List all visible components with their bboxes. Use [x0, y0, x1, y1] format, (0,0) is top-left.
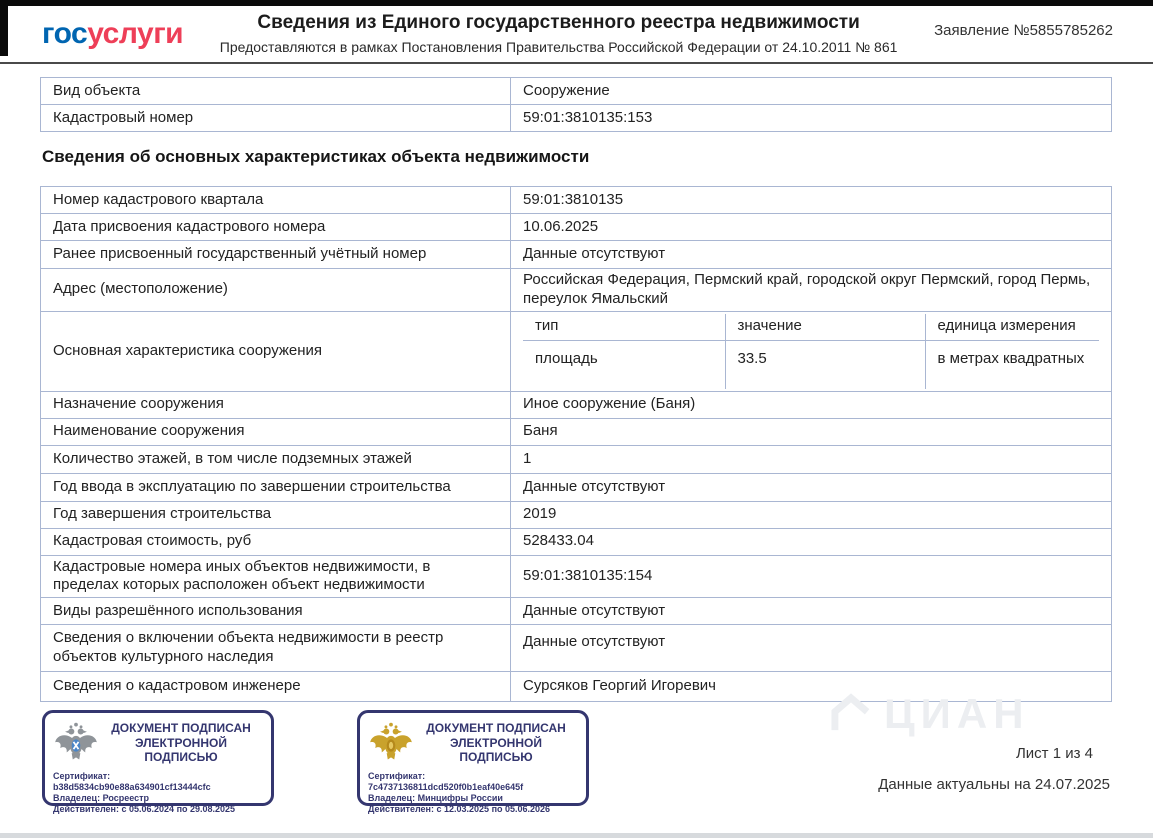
- stamp-validity-line: [368, 804, 578, 815]
- row-label: Адрес (местоположение): [41, 269, 511, 312]
- characteristic-value-row: [523, 341, 1099, 389]
- row-value: Сурсяков Георгий Игоревич: [511, 672, 1112, 702]
- table-row: [41, 105, 1112, 132]
- row-value: Данные отсутствуют: [511, 598, 1112, 625]
- cell-value: площадь: [535, 350, 598, 367]
- signature-stamp-rosreestr: [42, 710, 274, 814]
- row-value: 1: [511, 445, 1112, 473]
- validity-value: с 05.06.2024 по 29.08.2025: [121, 804, 236, 814]
- column-header: тип: [523, 314, 725, 341]
- row-label: Дата присвоения кадастрового номера: [41, 214, 511, 241]
- characteristic-nested-cell: [511, 311, 1112, 391]
- application-number: Заявление №5855785262: [934, 22, 1113, 39]
- stamp-certificate-line: [368, 771, 578, 793]
- row-value: Баня: [511, 418, 1112, 445]
- page-title: Сведения из Единого государственного реестра недвижимости: [257, 11, 860, 33]
- watermark-text: ЦИАН: [884, 690, 1030, 737]
- section-title: Сведения об основных характеристиках объекта недвижимости: [42, 147, 590, 166]
- row-label: Год завершения строительства: [41, 501, 511, 528]
- header-divider: [0, 62, 1153, 64]
- signature-stamp-mintsifry: [357, 710, 589, 814]
- table-row: [41, 187, 1112, 214]
- table-row: [41, 78, 1112, 105]
- stamp-owner-line: [368, 793, 578, 804]
- row-label: Кадастровый номер: [41, 105, 511, 132]
- rosreestr-eagle-icon: [53, 720, 99, 766]
- row-value: 59:01:3810135: [511, 187, 1112, 214]
- stamp-details: [45, 768, 271, 815]
- row-label: Количество этажей, в том числе подземных этажей: [41, 445, 511, 473]
- row-label: Ранее присвоенный государственный учётный номер: [41, 241, 511, 269]
- document-header: [8, 6, 1153, 61]
- stamp-details: [360, 768, 586, 815]
- row-label: Сведения о включении объекта недвижимости в реестр объектов культурного наследия: [41, 625, 511, 672]
- table-row: [41, 445, 1112, 473]
- row-label: Вид объекта: [41, 78, 511, 105]
- owner-label: Владелец:: [368, 793, 416, 803]
- row-value: 10.06.2025: [511, 214, 1112, 241]
- stamp-validity-line: [53, 804, 263, 815]
- russia-coat-of-arms-icon: [368, 720, 414, 766]
- stamp-certificate-line: [53, 771, 263, 793]
- cell-value: 33.5: [725, 341, 925, 389]
- table-row: [41, 418, 1112, 445]
- header-title-block: [183, 12, 934, 56]
- object-summary-table: [40, 77, 1112, 132]
- table-row: [41, 625, 1112, 672]
- table-row-characteristic: [41, 311, 1112, 391]
- table-row: [41, 473, 1112, 501]
- stamp-title: ДОКУМЕНТ ПОДПИСАН ЭЛЕКТРОННОЙ ПОДПИСЬЮ: [111, 721, 251, 765]
- certificate-label: Сертификат:: [53, 771, 111, 781]
- row-value: 59:01:3810135:154: [511, 555, 1112, 598]
- row-label: Номер кадастрового квартала: [41, 187, 511, 214]
- validity-label: Действителен:: [368, 804, 434, 814]
- validity-label: Действителен:: [53, 804, 119, 814]
- watermark-house-icon: [828, 691, 874, 737]
- row-value: Данные отсутствуют: [511, 625, 1112, 672]
- row-label: Кадастровая стоимость, руб: [41, 528, 511, 555]
- column-header: значение: [725, 314, 925, 341]
- validity-value: с 12.03.2025 по 05.06.2026: [436, 804, 551, 814]
- row-value: 528433.04: [511, 528, 1112, 555]
- data-actuality-date: Данные актуальны на 24.07.2025: [878, 776, 1110, 793]
- certificate-value: 7c4737136811dcd520f0b1eaf40e645f: [368, 782, 524, 792]
- logo-part-blue: гос: [42, 16, 88, 50]
- table-row: [41, 241, 1112, 269]
- owner-label: Владелец:: [53, 793, 101, 803]
- table-row: [41, 269, 1112, 312]
- logo-part-red: услуги: [87, 16, 184, 50]
- table-row: [41, 391, 1112, 418]
- stamp-title: ДОКУМЕНТ ПОДПИСАН ЭЛЕКТРОННОЙ ПОДПИСЬЮ: [426, 721, 566, 765]
- stamp-top: [45, 713, 271, 768]
- row-value: Сооружение: [511, 78, 1112, 105]
- cell-value: в метрах квадратных: [925, 341, 1099, 389]
- row-label: Основная характеристика сооружения: [41, 311, 511, 391]
- row-label: Наименование сооружения: [41, 418, 511, 445]
- certificate-value: b38d5834cb90e88a634901cf13444cfc: [53, 782, 211, 792]
- owner-value: Росреестр: [102, 793, 150, 803]
- table-row: [41, 598, 1112, 625]
- row-label: Назначение сооружения: [41, 391, 511, 418]
- row-value: Российская Федерация, Пермский край, городской округ Пермский, город Пермь, переулок Ямальский: [511, 269, 1112, 312]
- column-header: единица измерения: [925, 314, 1099, 341]
- row-value: 59:01:3810135:153: [511, 105, 1112, 132]
- row-value: 2019: [511, 501, 1112, 528]
- page-subtitle: Предоставляются в рамках Постановления Правительства Российской Федерации от 24.10.2011 № 861: [219, 39, 898, 56]
- row-value: Данные отсутствуют: [511, 473, 1112, 501]
- row-label: Год ввода в эксплуатацию по завершении строительства: [41, 473, 511, 501]
- table-row: [41, 555, 1112, 598]
- main-characteristics-table: [40, 186, 1112, 702]
- screen-edge-left: [0, 0, 8, 56]
- page-footer: [878, 745, 1110, 793]
- stamp-top: [360, 713, 586, 768]
- row-value: Данные отсутствуют: [511, 241, 1112, 269]
- screen-edge-bottom: [0, 833, 1153, 838]
- sheet-number: Лист 1 из 4: [1015, 745, 1093, 762]
- characteristic-table: [523, 314, 1099, 389]
- table-row: [41, 501, 1112, 528]
- cian-watermark: [828, 690, 1030, 738]
- gosuslugi-logo: [42, 17, 183, 51]
- stamp-owner-line: [53, 793, 263, 804]
- row-label: Сведения о кадастровом инженере: [41, 672, 511, 702]
- certificate-label: Сертификат:: [368, 771, 426, 781]
- row-value: Иное сооружение (Баня): [511, 391, 1112, 418]
- row-label: Кадастровые номера иных объектов недвижимости, в пределах которых расположен объект недвижимости: [41, 555, 511, 598]
- table-row: [41, 528, 1112, 555]
- characteristic-header-row: [523, 314, 1099, 341]
- table-row: [41, 214, 1112, 241]
- row-label: Виды разрешённого использования: [41, 598, 511, 625]
- owner-value: Минцифры России: [417, 793, 503, 803]
